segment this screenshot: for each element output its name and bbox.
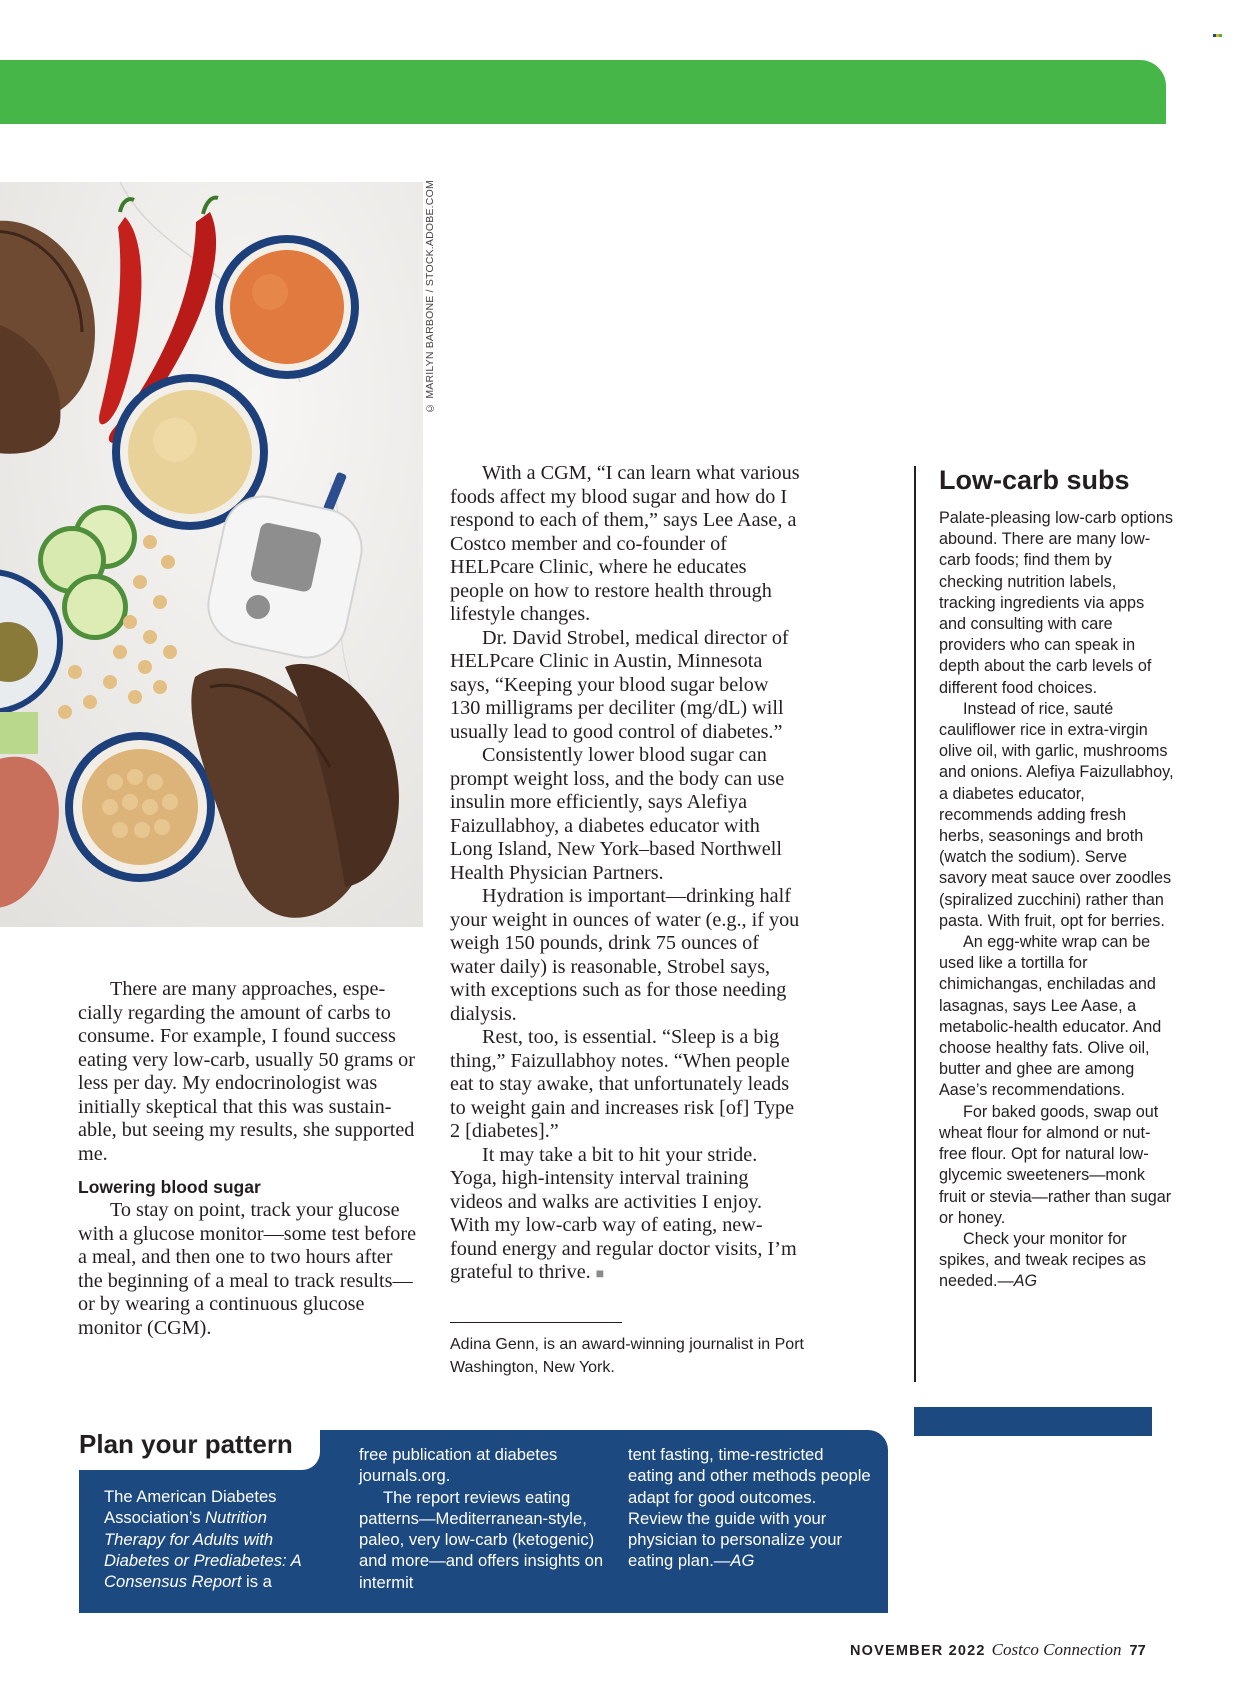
- magazine-name: Costco Connection: [991, 1640, 1122, 1659]
- plan-title: Plan your pattern: [79, 1429, 293, 1459]
- article-column-1: [78, 978, 418, 1340]
- corner-color-mark: [1213, 34, 1222, 40]
- bio-divider: [450, 1322, 622, 1323]
- food-photo: [0, 182, 423, 927]
- article-column-2: [450, 462, 802, 1287]
- article-paragraph-final: [450, 1144, 802, 1287]
- sidebar-paragraph: Instead of rice, sauté cauliflower rice in extra-virgin olive oil, with garlic, mushrooms and onions. Alefiya Faizullabhoy, a diabetes educator, recommends adding fresh herbs, seasonings and broth (watch the sodium). Serve savory meat sauce over zoodles (spiralized zucchini) rather than pasta. With fruit, opt for berries.: [939, 699, 1174, 930]
- article-paragraph: With a CGM, “I can learn what various foods affect my blood sugar and how do I respond to each of them,” says Lee Aase, a Costco member and co-founder of HELPcare Clinic, where he educates people on how to restore health through lifestyle changes.: [450, 462, 800, 625]
- food-photo-illustration: [0, 182, 423, 927]
- sidebar-divider: [914, 466, 916, 1382]
- article-paragraph: Rest, too, is essential. “Sleep is a big thing,” Faizullabhoy notes. “When people eat to stay awake, that unfortunately leads to weight gain and increases risk [of] Type 2 [diabetes].”: [450, 1026, 795, 1142]
- plan-paragraph: [104, 1486, 316, 1592]
- plan-column-2: [359, 1444, 604, 1593]
- sidebar-low-carb-subs: [939, 462, 1175, 1293]
- sidebar-signature: AG: [1013, 1272, 1038, 1291]
- top-color-banner: [0, 60, 1166, 124]
- plan-text: is a: [241, 1572, 272, 1592]
- sidebar-paragraph: For baked goods, swap out wheat flour for almond or nut-free flour. Opt for natural low-glycemic sweeteners—monk fruit or stevia—rather than sugar or honey.: [939, 1102, 1172, 1227]
- plan-signature: AG: [730, 1551, 755, 1571]
- end-mark: ■: [595, 1267, 605, 1282]
- issue-date: NOVEMBER 2022: [850, 1643, 986, 1659]
- page-number: 77: [1129, 1643, 1146, 1659]
- sidebar-title: Low-carb subs: [939, 465, 1130, 495]
- plan-paragraph: free publication at diabetes journals.org.: [359, 1445, 558, 1486]
- plan-column-3: [628, 1444, 873, 1572]
- report-title: Nutrition Therapy for Adults with Diabetes or Prediabetes: A Consensus Report: [104, 1508, 302, 1592]
- article-paragraph: There are many approaches, especially regarding the amount of carbs to consume. For example, I found success eating very low-carb, usually 50 grams or less per day. My endocrinologist was initially skeptical that this was sustainable, but seeing my results, she supported me.: [78, 978, 415, 1165]
- sidebar-paragraph: Palate-pleasing low-carb options abound. There are many low-carb foods; find them by checking nutrition labels, tracking ingredients via apps and consulting with care providers who can speak in depth about the carb levels of different food choices.: [939, 509, 1173, 697]
- plan-text: The American Diabetes Association’s: [104, 1487, 277, 1528]
- plan-text: tent fasting, time-restricted eating and other methods people adapt for good outcomes. Review the guide with your physician to personalize your eating plan.—: [628, 1445, 871, 1571]
- plan-paragraph: The report reviews eating patterns—Mediterranean-style, paleo, very low-carb (ketogenic) and more—and offers insights on intermit: [359, 1487, 604, 1592]
- article-paragraph: To stay on point, track your glucose with a glucose monitor—some test before a meal, and then one to two hours after the beginning of a meal to track results—or by wearing a continuous glucose monitor (CGM).: [78, 1199, 417, 1339]
- article-paragraph: Hydration is important—drinking half your weight in ounces of water (e.g., if you weigh 150 pounds, drink 75 ounces of water daily) is reasonable, Strobel says, with exceptions such as for those needing dialysis.: [450, 885, 800, 1025]
- photo-credit: © MARILYN BARBONE / STOCK.ADOBE.COM: [424, 180, 436, 414]
- page-footer: [850, 1640, 1170, 1660]
- sidebar-final-text: Check your monitor for spikes, and tweak recipes as needed.—: [939, 1229, 1146, 1291]
- sidebar-paragraph: An egg-white wrap can be used like a tortilla for chimichangas, enchiladas and lasagnas, says Lee Aase, a metabolic-health educator. And choose healthy fats. Olive oil, butter and ghee are among Aase’s recommendations.: [939, 933, 1162, 1100]
- article-paragraph: Consistently lower blood sugar can prompt weight loss, and the body can use insulin more efficiently, says Alefiya Faizullabhoy, a diabetes educator with Long Island, New York–based Northwell Health Physician Partners.: [450, 744, 785, 884]
- sidebar-color-bar: [914, 1407, 1152, 1436]
- plan-column-1: [104, 1486, 316, 1592]
- section-heading-lowering-blood-sugar: Lowering blood sugar: [78, 1177, 261, 1197]
- author-bio: Adina Genn, is an award-winning journalist in Port Washington, New York.: [450, 1336, 804, 1376]
- final-paragraph-text: It may take a bit to hit your stride. Yoga, high-intensity interval training videos and walks are activities I enjoy. With my low-carb way of eating, newfound energy and regular doctor visits, I’m grateful to thrive.: [450, 1143, 797, 1283]
- article-paragraph: Dr. David Strobel, medical director of HELPcare Clinic in Austin, Minnesota says, “Keeping your blood sugar below 130 milligrams per deciliter (mg/dL) will usually lead to good control of diabetes.”: [450, 626, 789, 743]
- plan-paragraph: [628, 1444, 873, 1572]
- sidebar-body: [939, 508, 1175, 1293]
- sidebar-paragraph: [939, 1229, 1175, 1293]
